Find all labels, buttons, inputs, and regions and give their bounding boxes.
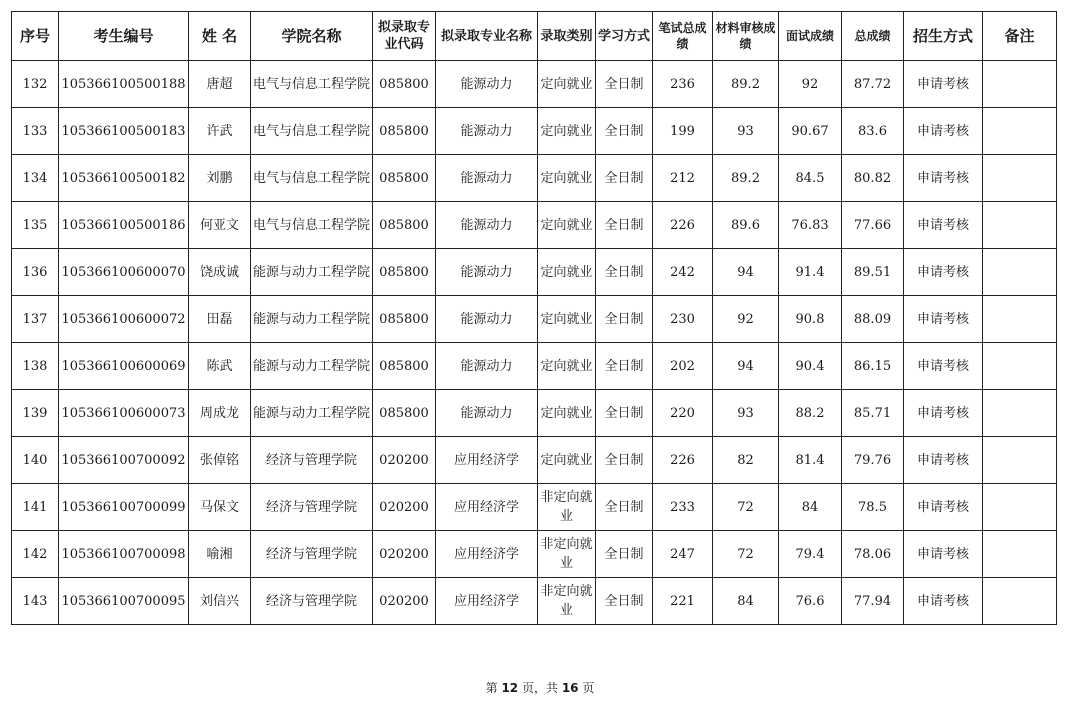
cell-school: 经济与管理学院 (251, 531, 373, 578)
cell-study-mode: 全日制 (596, 343, 653, 390)
cell-material-score: 94 (713, 343, 779, 390)
cell-admission-type: 定向就业 (538, 343, 596, 390)
col-header-material-score: 材料审核成绩 (713, 12, 779, 61)
cell-material-score: 93 (713, 390, 779, 437)
cell-enrollment-method: 申请考核 (904, 578, 983, 625)
admission-table (11, 11, 1057, 625)
cell-written-score: 221 (653, 578, 713, 625)
cell-school: 经济与管理学院 (251, 484, 373, 531)
cell-candidate-id: 105366100600070 (59, 249, 189, 296)
cell-total-score: 79.76 (842, 437, 904, 484)
cell-study-mode: 全日制 (596, 484, 653, 531)
cell-name: 何亚文 (189, 202, 251, 249)
cell-major-name: 能源动力 (436, 61, 538, 108)
cell-admission-type: 定向就业 (538, 390, 596, 437)
cell-written-score: 199 (653, 108, 713, 155)
cell-enrollment-method: 申请考核 (904, 296, 983, 343)
cell-admission-type: 定向就业 (538, 296, 596, 343)
col-header-study-mode: 学习方式 (596, 12, 653, 61)
cell-major-code: 085800 (373, 155, 436, 202)
cell-major-code: 020200 (373, 578, 436, 625)
cell-material-score: 82 (713, 437, 779, 484)
cell-interview-score: 91.4 (779, 249, 842, 296)
cell-school: 电气与信息工程学院 (251, 155, 373, 202)
col-header-interview-score: 面试成绩 (779, 12, 842, 61)
cell-candidate-id: 105366100700099 (59, 484, 189, 531)
cell-interview-score: 81.4 (779, 437, 842, 484)
cell-major-name: 能源动力 (436, 249, 538, 296)
cell-material-score: 92 (713, 296, 779, 343)
cell-major-name: 能源动力 (436, 343, 538, 390)
cell-major-code: 085800 (373, 202, 436, 249)
cell-written-score: 202 (653, 343, 713, 390)
cell-candidate-id: 105366100500188 (59, 61, 189, 108)
cell-remarks (983, 61, 1057, 108)
cell-major-name: 应用经济学 (436, 484, 538, 531)
cell-school: 经济与管理学院 (251, 437, 373, 484)
cell-material-score: 84 (713, 578, 779, 625)
table-row (12, 249, 1057, 296)
cell-name: 喻湘 (189, 531, 251, 578)
cell-major-name: 能源动力 (436, 390, 538, 437)
cell-interview-score: 92 (779, 61, 842, 108)
cell-candidate-id: 105366100700092 (59, 437, 189, 484)
cell-candidate-id: 105366100600072 (59, 296, 189, 343)
footer-total-pages: 16 (561, 681, 579, 695)
cell-total-score: 77.94 (842, 578, 904, 625)
cell-name: 马保文 (189, 484, 251, 531)
cell-name: 张倬铭 (189, 437, 251, 484)
cell-remarks (983, 202, 1057, 249)
cell-index: 135 (12, 202, 59, 249)
cell-study-mode: 全日制 (596, 578, 653, 625)
col-header-admission-type: 录取类别 (538, 12, 596, 61)
cell-major-code: 020200 (373, 531, 436, 578)
cell-interview-score: 79.4 (779, 531, 842, 578)
cell-admission-type: 定向就业 (538, 61, 596, 108)
cell-enrollment-method: 申请考核 (904, 108, 983, 155)
cell-study-mode: 全日制 (596, 437, 653, 484)
cell-index: 137 (12, 296, 59, 343)
cell-index: 143 (12, 578, 59, 625)
cell-written-score: 226 (653, 437, 713, 484)
cell-interview-score: 90.67 (779, 108, 842, 155)
col-header-major-code: 拟录取专业代码 (373, 12, 436, 61)
footer-prefix: 第 (485, 681, 498, 695)
cell-name: 周成龙 (189, 390, 251, 437)
cell-written-score: 220 (653, 390, 713, 437)
cell-written-score: 247 (653, 531, 713, 578)
cell-major-name: 能源动力 (436, 155, 538, 202)
cell-school: 经济与管理学院 (251, 578, 373, 625)
cell-remarks (983, 249, 1057, 296)
cell-written-score: 242 (653, 249, 713, 296)
cell-major-code: 085800 (373, 343, 436, 390)
cell-remarks (983, 343, 1057, 390)
cell-interview-score: 90.8 (779, 296, 842, 343)
cell-remarks (983, 531, 1057, 578)
col-header-total-score: 总成绩 (842, 12, 904, 61)
cell-index: 139 (12, 390, 59, 437)
table-row (12, 390, 1057, 437)
cell-index: 138 (12, 343, 59, 390)
cell-name: 刘鹏 (189, 155, 251, 202)
cell-major-name: 能源动力 (436, 202, 538, 249)
col-header-major-name: 拟录取专业名称 (436, 12, 538, 61)
cell-enrollment-method: 申请考核 (904, 61, 983, 108)
cell-enrollment-method: 申请考核 (904, 249, 983, 296)
cell-enrollment-method: 申请考核 (904, 343, 983, 390)
cell-school: 能源与动力工程学院 (251, 390, 373, 437)
footer-suffix: 页 (582, 681, 595, 695)
cell-major-name: 能源动力 (436, 108, 538, 155)
cell-admission-type: 定向就业 (538, 437, 596, 484)
cell-school: 能源与动力工程学院 (251, 249, 373, 296)
table-row (12, 108, 1057, 155)
cell-index: 136 (12, 249, 59, 296)
col-header-index: 序号 (12, 12, 59, 61)
cell-material-score: 89.2 (713, 61, 779, 108)
cell-index: 140 (12, 437, 59, 484)
footer-page-number: 12 (501, 681, 519, 695)
cell-written-score: 230 (653, 296, 713, 343)
cell-admission-type: 定向就业 (538, 249, 596, 296)
cell-remarks (983, 484, 1057, 531)
cell-name: 陈武 (189, 343, 251, 390)
cell-written-score: 226 (653, 202, 713, 249)
cell-major-name: 能源动力 (436, 296, 538, 343)
cell-total-score: 80.82 (842, 155, 904, 202)
table-row (12, 578, 1057, 625)
cell-major-code: 085800 (373, 108, 436, 155)
cell-candidate-id: 105366100700095 (59, 578, 189, 625)
cell-remarks (983, 155, 1057, 202)
cell-study-mode: 全日制 (596, 202, 653, 249)
cell-admission-type: 非定向就业 (538, 484, 596, 531)
cell-material-score: 89.2 (713, 155, 779, 202)
cell-total-score: 86.15 (842, 343, 904, 390)
cell-interview-score: 76.83 (779, 202, 842, 249)
cell-candidate-id: 105366100600073 (59, 390, 189, 437)
table-row (12, 61, 1057, 108)
cell-enrollment-method: 申请考核 (904, 437, 983, 484)
table-row (12, 531, 1057, 578)
cell-written-score: 236 (653, 61, 713, 108)
cell-enrollment-method: 申请考核 (904, 155, 983, 202)
cell-interview-score: 76.6 (779, 578, 842, 625)
cell-candidate-id: 105366100500183 (59, 108, 189, 155)
cell-interview-score: 84.5 (779, 155, 842, 202)
cell-admission-type: 非定向就业 (538, 531, 596, 578)
cell-index: 134 (12, 155, 59, 202)
table-row (12, 202, 1057, 249)
cell-enrollment-method: 申请考核 (904, 390, 983, 437)
cell-total-score: 77.66 (842, 202, 904, 249)
cell-major-code: 085800 (373, 249, 436, 296)
cell-total-score: 87.72 (842, 61, 904, 108)
cell-name: 刘信兴 (189, 578, 251, 625)
cell-admission-type: 定向就业 (538, 108, 596, 155)
table-body (12, 61, 1057, 625)
cell-total-score: 85.71 (842, 390, 904, 437)
cell-interview-score: 88.2 (779, 390, 842, 437)
cell-school: 电气与信息工程学院 (251, 61, 373, 108)
cell-school: 电气与信息工程学院 (251, 202, 373, 249)
cell-study-mode: 全日制 (596, 61, 653, 108)
cell-material-score: 93 (713, 108, 779, 155)
cell-name: 唐超 (189, 61, 251, 108)
cell-material-score: 72 (713, 484, 779, 531)
header-row (12, 12, 1057, 61)
cell-major-name: 应用经济学 (436, 578, 538, 625)
cell-enrollment-method: 申请考核 (904, 202, 983, 249)
col-header-name: 姓 名 (189, 12, 251, 61)
cell-index: 132 (12, 61, 59, 108)
col-header-enrollment-method: 招生方式 (904, 12, 983, 61)
cell-admission-type: 定向就业 (538, 155, 596, 202)
table-row (12, 343, 1057, 390)
cell-material-score: 72 (713, 531, 779, 578)
col-header-candidate-id: 考生编号 (59, 12, 189, 61)
table-row (12, 155, 1057, 202)
cell-material-score: 94 (713, 249, 779, 296)
cell-written-score: 212 (653, 155, 713, 202)
cell-total-score: 88.09 (842, 296, 904, 343)
table-row (12, 437, 1057, 484)
cell-index: 142 (12, 531, 59, 578)
cell-major-code: 020200 (373, 484, 436, 531)
cell-study-mode: 全日制 (596, 155, 653, 202)
cell-material-score: 89.6 (713, 202, 779, 249)
table-row (12, 296, 1057, 343)
col-header-written-score: 笔试总成绩 (653, 12, 713, 61)
cell-admission-type: 定向就业 (538, 202, 596, 249)
cell-name: 许武 (189, 108, 251, 155)
col-header-remarks: 备注 (983, 12, 1057, 61)
cell-name: 饶成诚 (189, 249, 251, 296)
cell-study-mode: 全日制 (596, 390, 653, 437)
cell-candidate-id: 105366100500182 (59, 155, 189, 202)
cell-study-mode: 全日制 (596, 531, 653, 578)
cell-name: 田磊 (189, 296, 251, 343)
cell-admission-type: 非定向就业 (538, 578, 596, 625)
cell-school: 能源与动力工程学院 (251, 343, 373, 390)
cell-index: 133 (12, 108, 59, 155)
cell-candidate-id: 105366100700098 (59, 531, 189, 578)
col-header-school: 学院名称 (251, 12, 373, 61)
cell-major-name: 应用经济学 (436, 437, 538, 484)
cell-study-mode: 全日制 (596, 296, 653, 343)
cell-major-code: 020200 (373, 437, 436, 484)
cell-index: 141 (12, 484, 59, 531)
cell-remarks (983, 108, 1057, 155)
table-row (12, 484, 1057, 531)
cell-interview-score: 90.4 (779, 343, 842, 390)
cell-remarks (983, 390, 1057, 437)
cell-major-name: 应用经济学 (436, 531, 538, 578)
cell-school: 能源与动力工程学院 (251, 296, 373, 343)
page-footer (0, 679, 1080, 696)
cell-study-mode: 全日制 (596, 108, 653, 155)
cell-total-score: 78.06 (842, 531, 904, 578)
cell-enrollment-method: 申请考核 (904, 484, 983, 531)
footer-middle: 页，共 (521, 681, 558, 695)
cell-school: 电气与信息工程学院 (251, 108, 373, 155)
cell-interview-score: 84 (779, 484, 842, 531)
cell-remarks (983, 437, 1057, 484)
cell-total-score: 78.5 (842, 484, 904, 531)
cell-major-code: 085800 (373, 390, 436, 437)
cell-total-score: 83.6 (842, 108, 904, 155)
cell-major-code: 085800 (373, 61, 436, 108)
cell-study-mode: 全日制 (596, 249, 653, 296)
cell-total-score: 89.51 (842, 249, 904, 296)
cell-remarks (983, 578, 1057, 625)
cell-candidate-id: 105366100600069 (59, 343, 189, 390)
cell-enrollment-method: 申请考核 (904, 531, 983, 578)
cell-written-score: 233 (653, 484, 713, 531)
cell-remarks (983, 296, 1057, 343)
cell-candidate-id: 105366100500186 (59, 202, 189, 249)
cell-major-code: 085800 (373, 296, 436, 343)
